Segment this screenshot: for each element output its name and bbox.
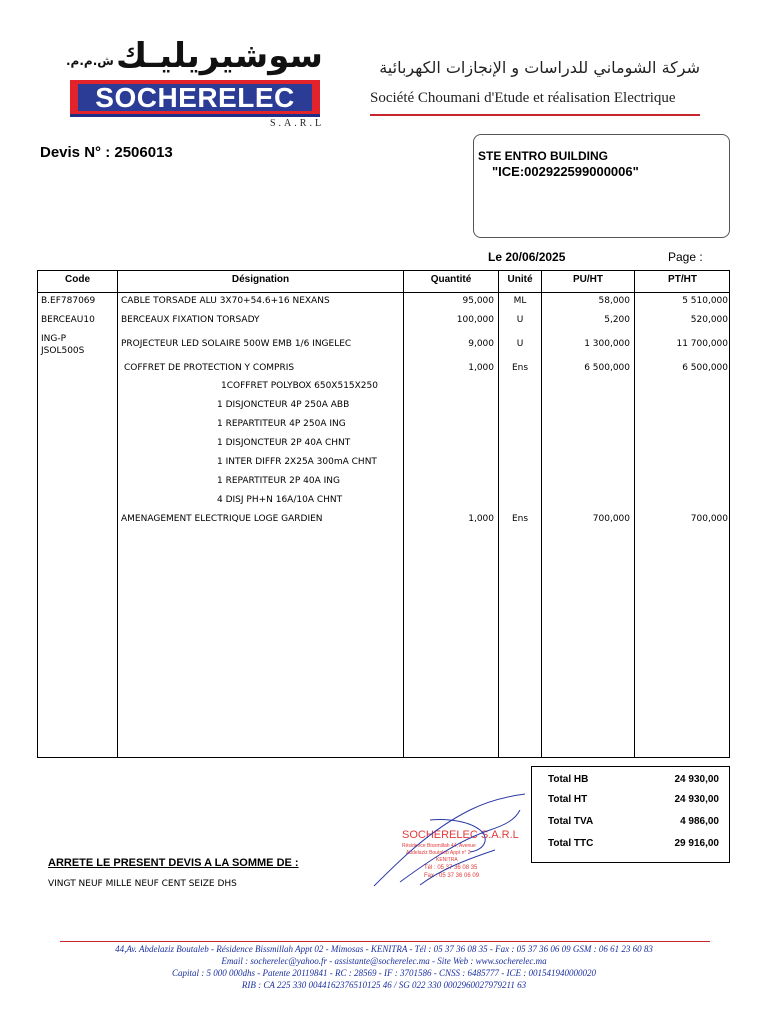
total-label: Total TTC xyxy=(548,838,594,849)
footer-contact: Email : socherelec@yahoo.fr - assistante@socherelec.ma - Site Web : www.socherelec.ma xyxy=(221,956,547,966)
cell-code-line2: JSOL500S xyxy=(41,346,85,356)
company-name-french: Société Choumani d'Etude et réalisation Electrique xyxy=(370,90,676,106)
cell-pu: 700,000 xyxy=(592,514,630,524)
cell-unit: ML xyxy=(513,296,527,306)
cell-unit: U xyxy=(516,339,524,349)
cell-pt: 700,000 xyxy=(690,514,728,524)
total-value: 4 986,00 xyxy=(680,816,719,827)
cell-designation: COFFRET DE PROTECTION Y COMPRIS xyxy=(124,363,295,373)
stamp-line: Fax : 05 37 36 06 09 xyxy=(424,873,480,879)
cell-qty: 95,000 xyxy=(462,296,494,306)
stamp-line: Tél : 05 37 36 08 35 xyxy=(424,865,478,871)
amount-statement-label: ARRETE LE PRESENT DEVIS A LA SOMME DE : xyxy=(48,857,299,869)
cell-pt: 5 510,000 xyxy=(682,296,728,306)
header-pu: PU/HT xyxy=(573,274,603,285)
totals-box xyxy=(531,766,730,863)
sub-item: 1 INTER DIFFR 2X25A 300mA CHNT xyxy=(217,457,377,467)
column-divider xyxy=(117,271,118,757)
cell-pt: 11 700,000 xyxy=(676,339,728,349)
footer-bank: RIB : CA 225 330 0044162376510125 46 / SG 022 330 0002960027979211 63 xyxy=(241,980,527,990)
cell-code: BERCEAU10 xyxy=(41,315,95,325)
footer-address: 44,Av. Abdelaziz Boutaleb - Résidence Bissmillah Appt 02 - Mimosas - KENITRA - Tél : 05 37 36 08 35 - Fax : 05 37 36 06 09 GSM : 06 61 23 60 83 xyxy=(115,944,653,954)
cell-designation: CABLE TORSADE ALU 3X70+54.6+16 NEXANS xyxy=(121,296,330,306)
header-code: Code xyxy=(65,274,90,285)
cell-unit: Ens xyxy=(511,363,529,373)
header-quantite: Quantité xyxy=(430,274,472,285)
total-value: 24 930,00 xyxy=(674,794,719,805)
footer-legal: Capital : 5 000 000dhs - Patente 20119841 - RC : 28569 - IF : 3701586 - CNSS : 6485777 - ICE : 001541940000020 xyxy=(171,968,597,978)
total-label: Total TVA xyxy=(548,816,594,827)
sub-item: 1 REPARTITEUR 4P 250A ING xyxy=(217,419,346,429)
stamp-line: Résidence Bissmillah 44, Avenue xyxy=(402,843,476,849)
header-unite: Unité xyxy=(507,274,533,285)
sub-item: 1COFFRET POLYBOX 650X515X250 xyxy=(221,381,378,391)
logo-arabic-text: سوشيريليـك xyxy=(115,36,323,76)
cell-unit: Ens xyxy=(511,514,529,524)
cell-qty: 9,000 xyxy=(468,339,494,349)
document-date: Le 20/06/2025 xyxy=(488,250,566,264)
logo-arabic-sarl: ش.م.م. xyxy=(66,54,114,68)
cell-designation: AMENAGEMENT ELECTRIQUE LOGE GARDIEN xyxy=(121,514,323,524)
cell-pt: 520,000 xyxy=(690,315,728,325)
total-value: 24 930,00 xyxy=(674,774,719,785)
cell-designation: BERCEAUX FIXATION TORSADY xyxy=(121,315,260,325)
total-value: 29 916,00 xyxy=(674,838,719,849)
page-label: Page : xyxy=(668,250,703,264)
client-name: STE ENTRO BUILDING xyxy=(478,149,609,163)
footer-divider xyxy=(60,941,710,942)
devis-number: Devis N° : 2506013 xyxy=(40,144,173,161)
header-divider xyxy=(38,292,729,293)
stamp-line: KENITRA xyxy=(436,857,458,863)
cell-unit: U xyxy=(516,315,524,325)
cell-code: ING-P xyxy=(41,334,67,344)
logo-sarl: S.A.R.L xyxy=(270,118,325,129)
sub-item: 1 DISJONCTEUR 2P 40A CHNT xyxy=(217,438,351,448)
items-table xyxy=(37,270,730,758)
total-label: Total HT xyxy=(548,794,588,805)
cell-pu: 6 500,000 xyxy=(584,363,630,373)
sub-item: 1 REPARTITEUR 2P 40A ING xyxy=(217,476,341,486)
cell-designation: PROJECTEUR LED SOLAIRE 500W EMB 1/6 INGELEC xyxy=(121,339,352,349)
logo-text: SOCHERELEC xyxy=(78,84,312,111)
stamp-line: Abdelaziz Boutaleb Appt n° 2 xyxy=(406,850,471,856)
sub-item: 1 DISJONCTEUR 4P 250A ABB xyxy=(217,400,350,410)
logo-banner xyxy=(70,80,320,117)
cell-qty: 1,000 xyxy=(468,514,494,524)
header-pt: PT/HT xyxy=(668,274,697,285)
amount-in-words: VINGT NEUF MILLE NEUF CENT SEIZE DHS xyxy=(48,879,237,889)
cell-pu: 58,000 xyxy=(598,296,630,306)
header-designation: Désignation xyxy=(231,274,290,285)
client-ice: "ICE:002922599000006" xyxy=(492,164,639,179)
stamp-title: SOCHERELEC S.A.R.L xyxy=(402,829,519,841)
total-label: Total HB xyxy=(548,774,589,785)
cell-code: B.EF787069 xyxy=(41,296,96,306)
cell-pu: 5,200 xyxy=(604,315,630,325)
header-divider xyxy=(370,114,700,116)
cell-qty: 1,000 xyxy=(468,363,494,373)
company-stamp xyxy=(370,790,530,890)
company-name-arabic: شركة الشوماني للدراسات و الإنجازات الكهربائية xyxy=(379,58,700,77)
cell-pt: 6 500,000 xyxy=(682,363,728,373)
cell-qty: 100,000 xyxy=(456,315,494,325)
sub-item: 4 DISJ PH+N 16A/10A CHNT xyxy=(217,495,343,505)
cell-pu: 1 300,000 xyxy=(584,339,630,349)
